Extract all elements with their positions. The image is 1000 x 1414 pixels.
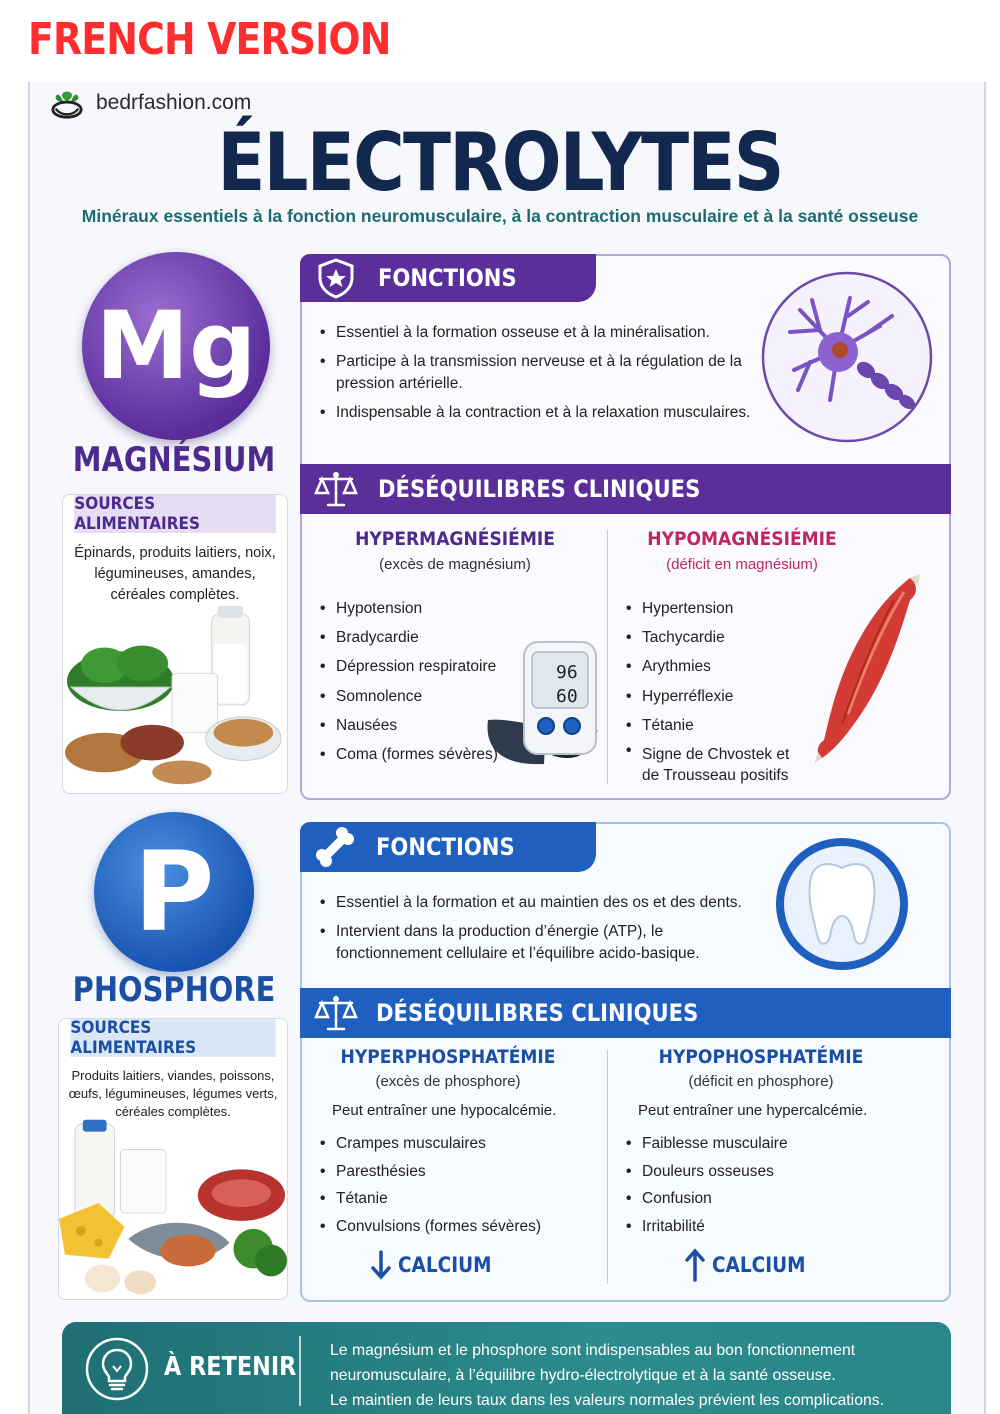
list-item: • Intervient dans la production d’énergie (ATP), le fonctionnement cellulaire et l’équilibre acido-basique.: [318, 921, 768, 965]
phosphorus-imbalance-tab: [300, 988, 951, 1038]
magnesium-functions-tab: [300, 254, 596, 302]
key-takeaway-text: [330, 1338, 940, 1413]
bone-icon: [312, 825, 356, 869]
list-item: • Nausées: [318, 711, 498, 740]
hypophosphatemia-note: Peut entraîner une hypercalcémie.: [638, 1102, 868, 1119]
phosphorus-name: PHOSPHORE: [72, 970, 276, 1010]
list-item: • Bradycardie: [318, 623, 498, 652]
list-item: • Coma (formes sévères): [318, 740, 498, 769]
list-item: • Crampes musculaires: [318, 1130, 541, 1158]
calcium-decrease: [370, 1250, 504, 1280]
muscle-illustration: [814, 574, 924, 764]
monitor-bottom-value: 60: [556, 686, 578, 707]
hypomagnesemia-subtitle: (déficit en magnésium): [666, 556, 818, 573]
imbalance-title: DÉSÉQUILIBRES CLINIQUES: [378, 475, 701, 503]
magnesium-imbalance-tab: [300, 464, 951, 514]
list-item: • Dépression respiratoire: [318, 652, 498, 681]
leaf-logo-icon: [48, 86, 86, 120]
list-item: • Hypotension: [318, 594, 498, 623]
takeaway-line: Le magnésium et le phosphore sont indispensables au bon fonctionnement: [330, 1342, 856, 1359]
hypophosphatemia-list: [624, 1130, 788, 1241]
magnesium-functions-list: [318, 322, 758, 431]
page-subtitle: Minéraux essentiels à la fonction neuromusculaire, à la contraction musculaire et à la santé osseuse: [81, 206, 919, 226]
hypermagnesemia-title: HYPERMAGNÉSIÉMIE: [355, 528, 555, 550]
list-item: • Somnolence: [318, 682, 498, 711]
column-divider: [607, 1050, 608, 1284]
phosphorus-symbol: P: [94, 812, 254, 972]
list-item: • Signe de Chvostek et de Trousseau positifs: [624, 740, 804, 786]
balance-scale-icon: [314, 993, 358, 1033]
arrow-up-icon: [684, 1248, 706, 1282]
hypophosphatemia-subtitle: (déficit en phosphore): [688, 1073, 834, 1090]
list-item: • Faiblesse musculaire: [624, 1130, 788, 1158]
page-title: ÉLECTROLYTES: [217, 116, 783, 209]
site-name: bedrfashion.com: [96, 91, 252, 114]
lightbulb-icon: [84, 1336, 150, 1402]
column-divider: [607, 530, 608, 784]
list-item: • Convulsions (formes sévères): [318, 1213, 541, 1241]
magnesium-symbol: Mg: [82, 252, 270, 440]
list-item: • Essentiel à la formation osseuse et à la minéralisation.: [318, 322, 758, 344]
balance-scale-icon: [314, 469, 358, 509]
list-item: • Tachycardie: [624, 623, 804, 652]
list-item: • Arythmies: [624, 652, 804, 681]
tooth-illustration: [772, 834, 912, 974]
monitor-top-value: 96: [556, 662, 578, 683]
magnesium-sources-card: [62, 494, 288, 794]
shield-star-icon: [314, 256, 358, 300]
functions-title: FONCTIONS: [376, 833, 515, 861]
sources-title: SOURCES ALIMENTAIRES: [70, 1019, 275, 1057]
sources-text: Épinards, produits laitiers, noix, légumineuses, amandes, céréales complètes.: [74, 545, 276, 603]
hyperphosphatemia-note: Peut entraîner une hypocalcémie.: [332, 1102, 557, 1119]
list-item: • Hypertension: [624, 594, 804, 623]
key-takeaway-title: À RETENIR: [164, 1352, 297, 1382]
hypermagnesemia-subtitle: (excès de magnésium): [379, 556, 531, 573]
hypomagnesemia-list: [624, 594, 804, 786]
sources-title: SOURCES ALIMENTAIRES: [74, 495, 276, 533]
phosphorus-functions-tab: [300, 822, 596, 872]
sources-text: Produits laitiers, viandes, poissons, œufs, légumineuses, légumes verts, céréales complètes.: [68, 1068, 278, 1119]
magnesium-name: MAGNÉSIUM: [72, 440, 276, 480]
phosphorus-functions-list: [318, 892, 768, 972]
calcium-increase: [684, 1248, 818, 1282]
list-item: • Tétanie: [318, 1185, 541, 1213]
banner-divider: [299, 1336, 301, 1406]
imbalance-title: DÉSÉQUILIBRES CLINIQUES: [376, 999, 699, 1027]
list-item: • Douleurs osseuses: [624, 1158, 788, 1186]
arrow-down-icon: [370, 1250, 392, 1280]
list-item: • Participe à la transmission nerveuse et à la régulation de la pression artérielle.: [318, 351, 758, 395]
hyperphosphatemia-list: [318, 1130, 541, 1241]
takeaway-line: Le maintien de leurs taux dans les valeurs normales prévient les complications.: [330, 1392, 885, 1409]
hypomagnesemia-title: HYPOMAGNÉSIÉMIE: [647, 528, 837, 550]
hypermagnesemia-list: [318, 594, 498, 769]
hyperphosphatemia-title: HYPERPHOSPHATÉMIE: [340, 1046, 556, 1068]
list-item: • Indispensable à la contraction et à la relaxation musculaires.: [318, 402, 758, 424]
takeaway-line: neuromusculaire, à l’équilibre hydro-électrolytique et à la santé osseuse.: [330, 1367, 836, 1384]
version-label: FRENCH VERSION: [28, 14, 391, 65]
functions-title: FONCTIONS: [378, 264, 517, 292]
list-item: • Confusion: [624, 1185, 788, 1213]
phosphorus-foods-illustration: [59, 1119, 287, 1299]
magnesium-foods-illustration: [63, 603, 287, 793]
neuron-illustration: [760, 270, 934, 444]
list-item: • Essentiel à la formation et au maintien des os et des dents.: [318, 892, 768, 914]
hyperphosphatemia-subtitle: (excès de phosphore): [375, 1073, 521, 1090]
calcium-label: CALCIUM: [398, 1253, 492, 1277]
phosphorus-sources-card: [58, 1018, 288, 1300]
calcium-label: CALCIUM: [712, 1253, 806, 1277]
list-item: • Irritabilité: [624, 1213, 788, 1241]
list-item: • Tétanie: [624, 711, 804, 740]
blood-pressure-monitor-illustration: [484, 640, 604, 768]
hypophosphatemia-title: HYPOPHOSPHATÉMIE: [658, 1046, 864, 1068]
list-item: • Paresthésies: [318, 1158, 541, 1186]
brand[interactable]: [48, 86, 251, 120]
list-item: • Hyperréflexie: [624, 682, 804, 711]
